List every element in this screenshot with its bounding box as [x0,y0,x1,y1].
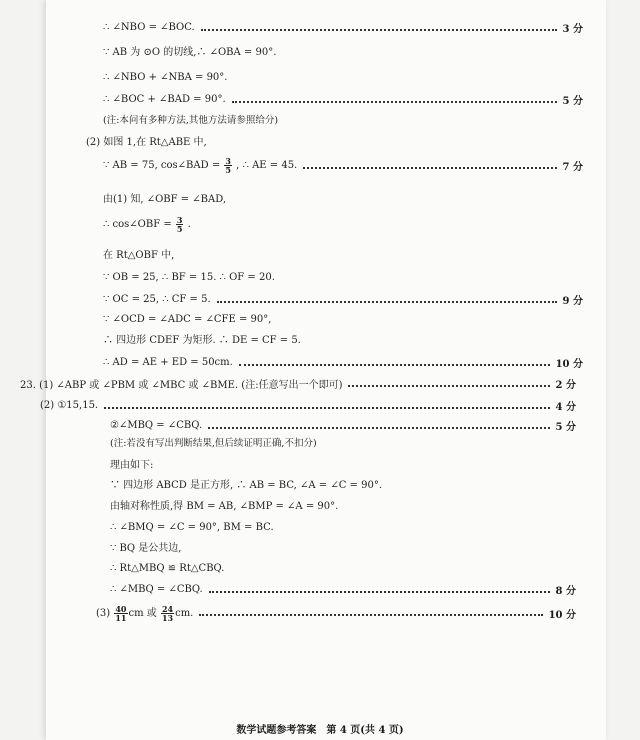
dot-leader [239,364,550,366]
line-3: ∴ ∠NBO + ∠NBA = 90°. [103,72,228,83]
note-1: (注:本问有多种方法,其他方法请参照给分) [103,115,279,126]
dot-leader [199,614,542,616]
line-8: 由(1) 知, ∠OBF = ∠BAD, [103,194,227,205]
line-10: 在 Rt△OBF 中, [103,250,175,261]
row-7: ∵ AB = 75, cos∠BAD = $\frac{3}{5}$ , ∴ AE = 45. 7 分 [103,156,583,175]
fraction: $\frac{3}{5}$ [225,156,231,175]
line-6: (2) 如图 1,在 Rt△ABE 中, [86,137,207,148]
score-label: 3 分 [562,24,583,35]
line-20: 理由如下: [110,460,154,471]
note-2: (注:若没有写出判断结果,但后续证明正确,不扣分) [110,438,317,449]
fraction: $\frac{24}{13}$ [161,604,174,623]
fraction: $\frac{40}{11}$ [115,604,127,623]
dot-leader [232,101,557,103]
dot-leader [208,427,549,429]
score-label: 10 分 [548,609,576,621]
score-label: 8 分 [555,586,576,597]
line-14: ∴ 四边形 CDEF 为矩形. ∴ DE = CF = 5. [103,335,301,346]
score-label: 2 分 [555,380,576,391]
row-12: ∵ OC = 25, ∴ CF = 5. 9 分 [103,294,583,307]
score-label: 9 分 [562,296,583,307]
line-21: ∵ 四边形 ABCD 是正方形, ∴ AB = BC, ∠A = ∠C = 90°. [110,480,382,491]
score-label: 10 分 [555,359,583,370]
page-footer: 数学试题参考答案 第 4 页(共 4 页) [236,725,404,736]
line-11: ∵ OB = 25, ∴ BF = 15. ∴ OF = 20. [103,272,275,283]
dot-leader [348,385,549,387]
fraction: $\frac{3}{5}$ [176,215,183,234]
dot-leader [201,29,557,31]
line-2: ∵ AB 为 ⊙O 的切线,∴ ∠OBA = 90°. [103,47,277,58]
dot-leader [303,167,556,169]
row-26: ∴ ∠MBQ = ∠CBQ. 8 分 [110,584,576,597]
row-15: ∴ AD = AE + ED = 50cm. 10 分 [103,357,583,370]
line-24: ∵ BQ 是公共边, [110,543,182,554]
score-label: 4 分 [555,402,576,413]
row-27: (3) $\frac{40}{11}$ cm 或 $\frac{24}{13}$ cm. 10 分 [96,604,576,623]
row-16: 23. (1) ∠ABP 或 ∠PBM 或 ∠MBC 或 ∠BME. (注:任意写出一个即可) 2 分 [20,376,576,391]
line-13: ∵ ∠OCD = ∠ADC = ∠CFE = 90°, [103,314,272,325]
row-1: ∴ ∠NBO = ∠BOC. 3 分 [103,22,583,35]
line-9: ∴ cos∠OBF = $\frac{3}{5}$ . [103,215,191,234]
row-17: (2) ①15,15. 4 分 [40,400,576,413]
dot-leader [217,301,557,303]
row-4: ∴ ∠BOC + ∠BAD = 90°. 5 分 [103,94,583,107]
row-18: ②∠MBQ = ∠CBQ. 5 分 [110,420,576,433]
dot-leader [104,407,549,409]
dot-leader [209,591,550,593]
line-25: ∴ Rt△MBQ ≌ Rt△CBQ. [110,563,225,574]
answer-sheet [20,0,606,740]
score-label: 5 分 [555,422,576,433]
line-23: ∴ ∠BMQ = ∠C = 90°, BM = BC. [110,522,274,533]
score-label: 5 分 [562,96,583,107]
line-22: 由轴对称性质,得 BM = AB, ∠BMP = ∠A = 90°. [110,501,339,512]
score-label: 7 分 [562,162,583,173]
